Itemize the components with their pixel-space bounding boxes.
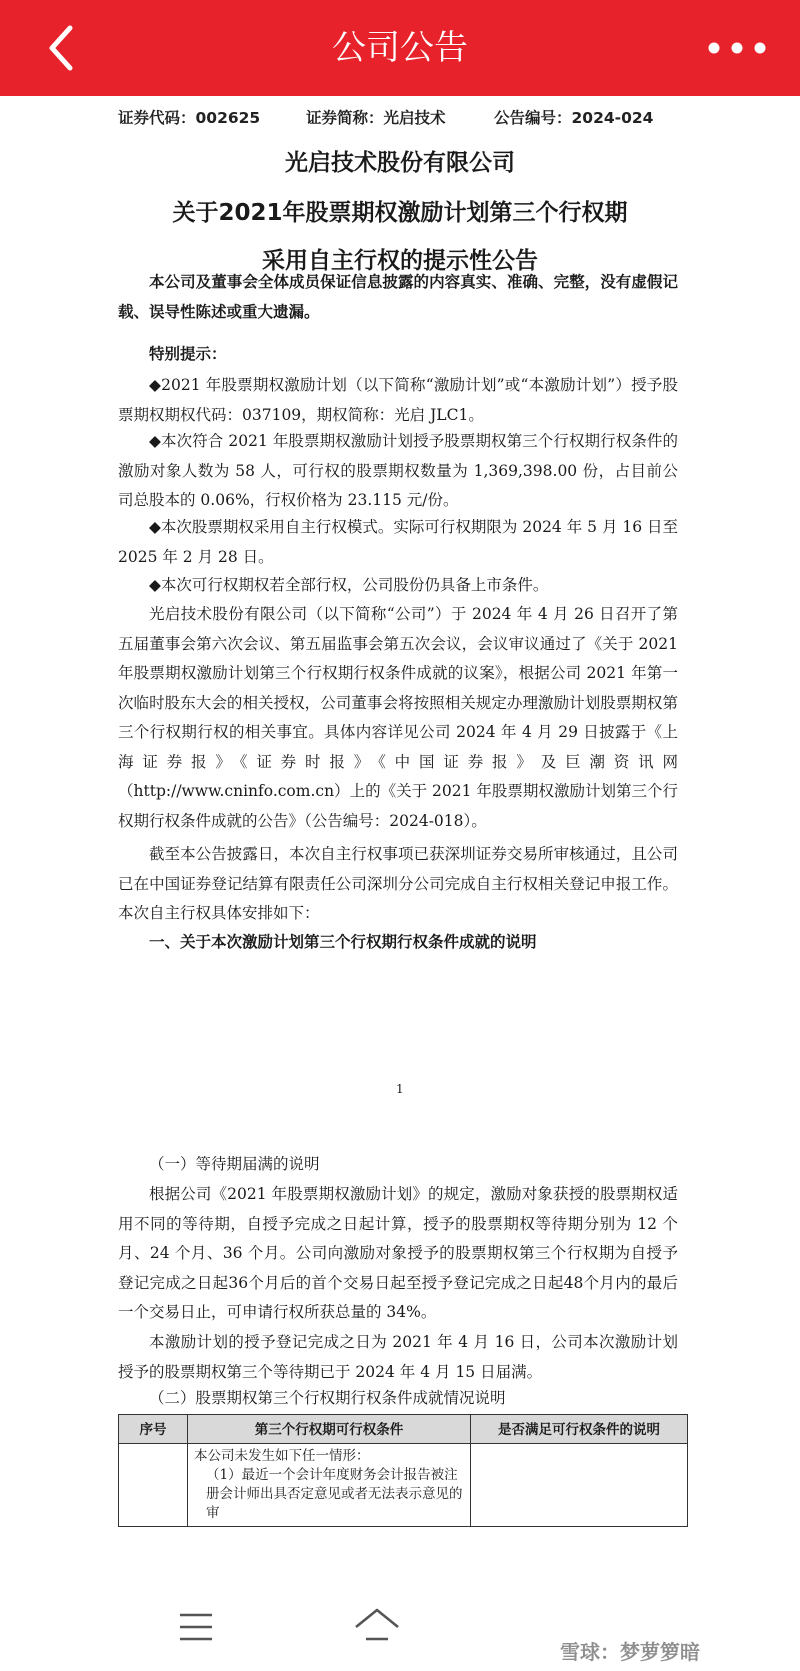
announcement-document[interactable] <box>0 96 800 1581</box>
paragraph-registration-date: 本激励计划的授予登记完成之日为 2021 年 4 月 16 日，公司本次激励计划授予的股票期权第三个等待期已于 2024 年 4 月 15 日届满。 <box>118 1333 678 1381</box>
menu-button[interactable] <box>176 1611 216 1643</box>
table-cell-condition <box>188 1444 471 1527</box>
paragraph-board-meeting: 光启技术股份有限公司（以下简称“公司”）于 2024 年 4 月 26 日召开了第五届董事会第六次会议、第五届监事会第五次会议，会议审议通过了《关于 2021 年股票期权激励计划第三个行权期行权条件成就的议案》，根据公司 2021 年第一次临时股东大会的相关授权，公司董事会将按照相关规定办理激励计划股票期权第三个行权期行权的相关事宜。具体内容详见公司 2024 年 4 月 29 日披露于《上海证券报》《证券时报》《中国证券报》及巨潮资讯网（http://www.cninfo.com.cn）上的《关于 2021 年股票期权激励计划第三个行权期行权条件成就的公告》（公告编号：2024-018）。 <box>118 605 678 830</box>
column-header-index: 序号 <box>119 1415 188 1444</box>
paragraph-waiting-period: 根据公司《2021 年股票期权激励计划》的规定，激励对象获授的股票期权适用不同的等待期，自授予完成之日起计算，授予的股票期权等待期分别为 12 个月、24 个月、36 个月。公司向激励对象授予的股票期权第三个行权期为自授予登记完成之日起36个月后的首个交易日起至授予登记完成之日起48个月内的最后一个交易日止，可申请行权所获总量的 34%。 <box>118 1185 678 1321</box>
conditions-table <box>118 1414 688 1527</box>
home-icon <box>352 1605 402 1645</box>
table-cell-index <box>119 1444 188 1527</box>
column-header-condition: 第三个行权期可行权条件 <box>188 1415 471 1444</box>
declaration: 本公司及董事会全体成员保证信息披露的内容真实、准确、完整，没有虚假记载、误导性陈述或重大遗漏。 <box>118 273 678 321</box>
more-dots-icon <box>702 30 772 66</box>
stock-abbreviation: 证券简称：光启技术 <box>306 109 446 127</box>
stock-code: 证券代码：002625 <box>118 109 261 127</box>
table-header-row <box>119 1415 688 1444</box>
page-title: 公司公告 <box>332 28 468 68</box>
doc-title-line2: 采用自主行权的提示性公告 <box>262 248 538 274</box>
bullet-exercise-period: ◆本次股票期权采用自主行权模式。实际可行权期限为 2024 年 5 月 16 日至 2025 年 2 月 28 日。 <box>118 518 679 566</box>
bullet-option-code: ◆2021 年股票期权激励计划（以下简称“激励计划”或“本激励计划”）授予股票期权期权代码：037109，期权简称：光启 JLC1。 <box>118 376 678 424</box>
section-heading-1: 一、关于本次激励计划第三个行权期行权条件成就的说明 <box>149 933 537 951</box>
doc-title-line1: 关于2021年股票期权激励计划第三个行权期 <box>172 200 628 226</box>
announcement-number: 公告编号：2024-024 <box>494 109 654 127</box>
bullet-listing-condition: ◆本次可行权期权若全部行权，公司股份仍具备上市条件。 <box>149 576 549 594</box>
condition-item-1: （1）最近一个会计年度财务会计报告被注册会计师出具否定意见或者无法表示意见的审 <box>206 1467 463 1521</box>
home-button[interactable] <box>352 1605 402 1645</box>
page-number: 1 <box>396 1082 404 1096</box>
menu-icon <box>176 1611 216 1643</box>
special-heading: 特别提示： <box>149 345 227 363</box>
watermark: 雪球：梦萝箩暗 <box>560 1640 700 1664</box>
bottom-nav <box>0 1581 800 1671</box>
table-cell-explanation <box>471 1444 688 1527</box>
paragraph-approval: 截至本公告披露日，本次自主行权事项已获深圳证券交易所审核通过，且公司已在中国证券登记结算有限责任公司深圳分公司完成自主行权相关登记申报工作。本次自主行权具体安排如下： <box>118 845 678 922</box>
more-button[interactable] <box>702 30 772 66</box>
app-header <box>0 0 800 96</box>
table-row <box>119 1444 688 1527</box>
bullet-eligible-count: ◆本次符合 2021 年股票期权激励计划授予股票期权第三个行权期行权条件的激励对象人数为 58 人，可行权的股票期权数量为 1,369,398.00 份，占目前公司总股本的 0.06%，行权价格为 23.115 元/份。 <box>118 432 678 509</box>
condition-lead: 本公司未发生如下任一情形： <box>194 1448 370 1464</box>
company-name: 光启技术股份有限公司 <box>285 150 515 176</box>
column-header-explanation: 是否满足可行权条件的说明 <box>471 1415 688 1444</box>
subheading-waiting-period: （一）等待期届满的说明 <box>149 1155 320 1173</box>
subheading-conditions: （二）股票期权第三个行权期行权条件成就情况说明 <box>149 1389 506 1407</box>
